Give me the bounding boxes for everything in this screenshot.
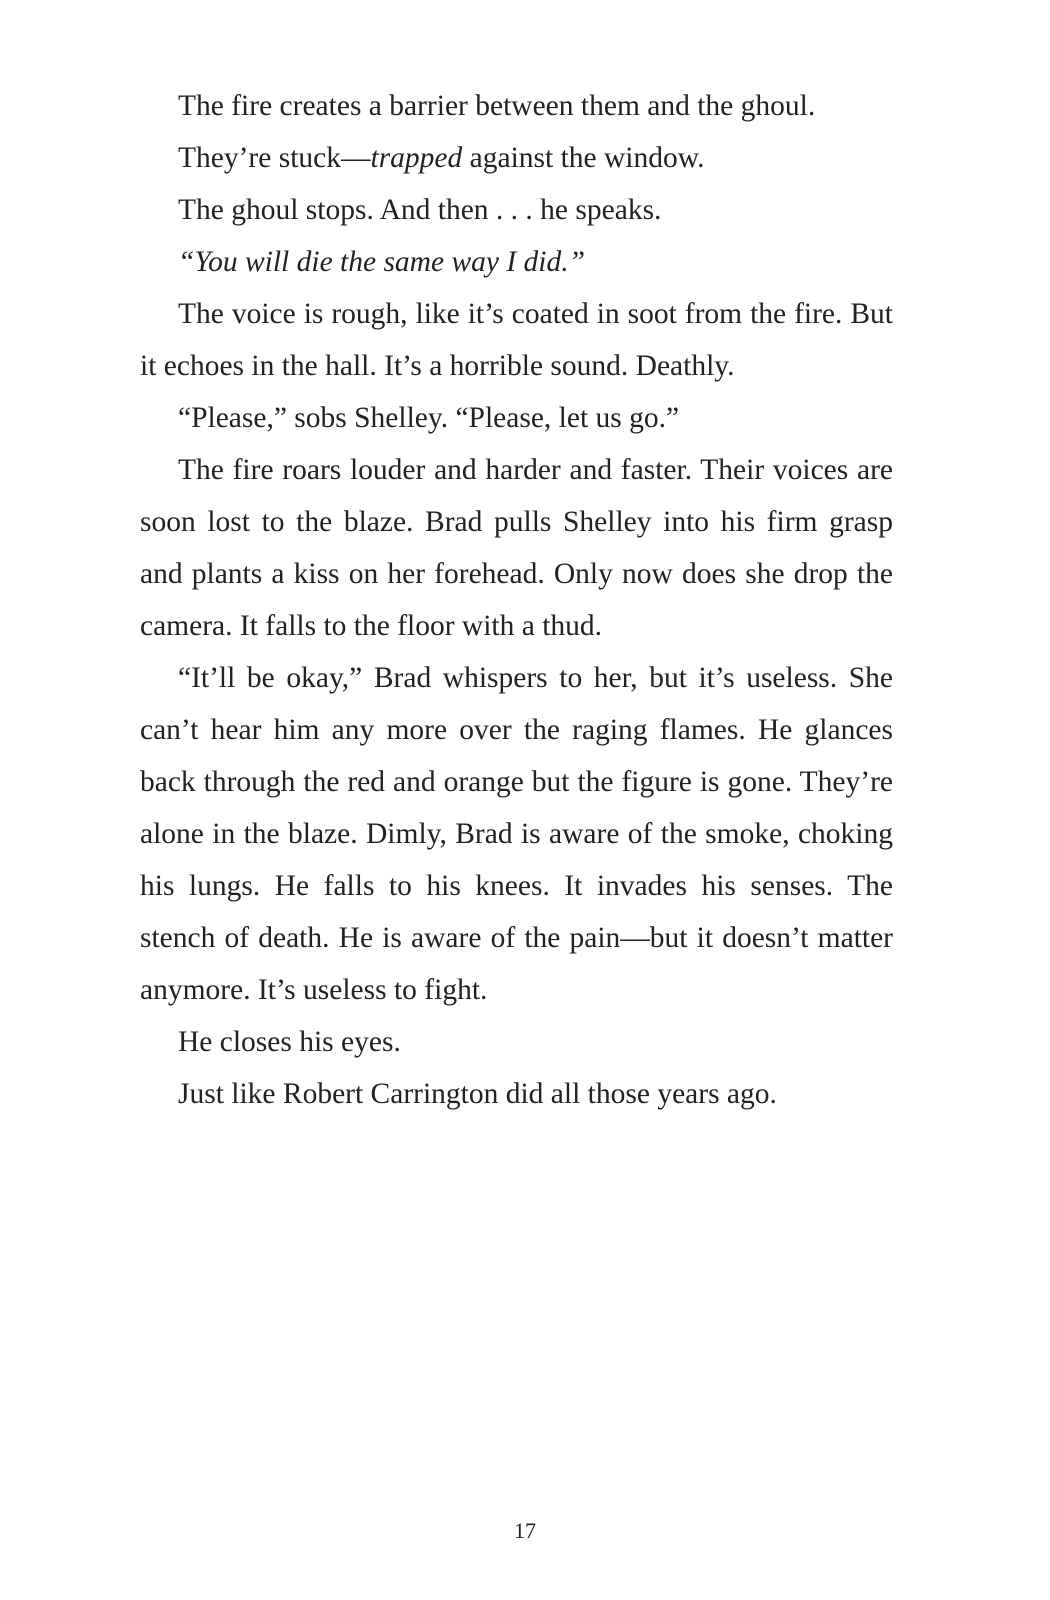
page-number: 17 (514, 1518, 536, 1543)
text-run: The fire creates a barrier between them and the ghoul. (178, 90, 816, 122)
paragraph (140, 184, 893, 236)
text-run: The ghoul stops. And then . . . he speaks. (178, 194, 662, 226)
text-run: He closes his eyes. (178, 1026, 401, 1058)
paragraph (140, 1068, 893, 1120)
text-run: The voice is rough, like it’s coated in soot from the fire. But it echoes in the hall. It’s a horrible sound. Deathly. (140, 298, 893, 382)
italic-text: “You will die the same way I did.” (178, 246, 586, 278)
text-run: against the window. (462, 142, 705, 174)
paragraph (140, 132, 893, 184)
paragraph (140, 652, 893, 1016)
text-run: The fire roars louder and harder and faster. Their voices are soon lost to the blaze. Brad pulls Shelley into his firm grasp and plants a kiss on her forehead. Only now does she drop the camera. It falls to the floor with a thud. (140, 454, 893, 642)
text-run: They’re stuck— (178, 142, 371, 174)
paragraph (140, 236, 893, 288)
paragraph (140, 80, 893, 132)
text-run: “It’ll be okay,” Brad whispers to her, but it’s useless. She can’t hear him any more over the raging flames. He glances back through the red and orange but the figure is gone. They’re alone in the blaze. Dimly, Brad is aware of the smoke, choking his lungs. He falls to his knees. It invades his senses. The stench of death. He is aware of the pain—but it doesn’t matter anymore. It’s useless to fight. (140, 662, 893, 1006)
paragraph (140, 1016, 893, 1068)
text-run: “Please,” sobs Shelley. “Please, let us go.” (178, 402, 680, 434)
paragraph (140, 288, 893, 392)
italic-text: trapped (370, 142, 463, 174)
text-run: Just like Robert Carrington did all those years ago. (178, 1078, 777, 1110)
body-text (140, 80, 893, 1120)
paragraph (140, 444, 893, 652)
paragraph (140, 392, 893, 444)
